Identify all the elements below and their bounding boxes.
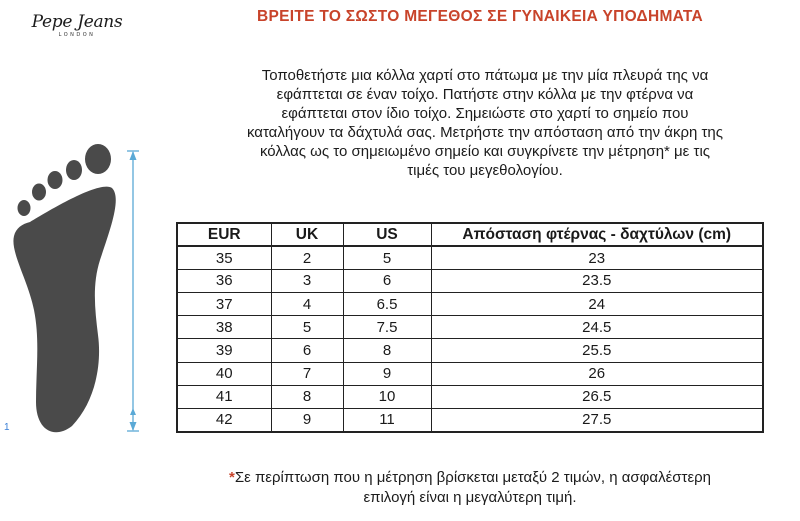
cell-distance: 24 — [431, 293, 763, 316]
cell-distance: 24.5 — [431, 316, 763, 339]
big-toe-icon — [85, 144, 111, 174]
table-row — [177, 246, 763, 269]
cell-uk: 8 — [271, 385, 343, 408]
size-table — [176, 222, 764, 433]
intro-line: εφάπτεται στον ίδιο τοίχο. Σημειώστε στο χαρτί το σημείο που — [281, 105, 689, 122]
cell-distance: 25.5 — [431, 339, 763, 362]
cell-distance: 26 — [431, 362, 763, 385]
header-us: US — [343, 223, 431, 246]
table-row — [177, 339, 763, 362]
intro-text — [185, 66, 785, 180]
brand-name: Pepe Jeans — [31, 12, 123, 32]
header-distance: Απόσταση φτέρνας - δαχτύλων (cm) — [431, 223, 763, 246]
arrow-up-icon — [130, 408, 136, 415]
cell-us: 10 — [343, 385, 431, 408]
cell-distance: 27.5 — [431, 409, 763, 432]
table-row — [177, 269, 763, 292]
toe-icon — [32, 184, 46, 201]
table-header-row — [177, 223, 763, 246]
cell-us: 6 — [343, 269, 431, 292]
intro-line: Τοποθετήστε μια κόλλα χαρτί στο πάτωμα με την μία πλευρά της να — [261, 67, 709, 84]
brand-sub: LONDON — [58, 32, 96, 38]
footnote-line — [160, 468, 780, 488]
cell-eur: 36 — [177, 269, 271, 292]
cell-eur: 40 — [177, 362, 271, 385]
cell-us: 7.5 — [343, 316, 431, 339]
cell-uk: 3 — [271, 269, 343, 292]
intro-line: κόλλας ως το σημειωμένο σημείο και συγκρίνετε την μέτρηση* με τις — [259, 143, 711, 160]
intro-line: καταλήγουν τα δάχτυλά σας. Μετρήστε την απόσταση από την άκρη της — [246, 124, 723, 141]
footnote-star: * — [228, 469, 235, 486]
intro-line: τιμές του μεγεθολογίου. — [407, 162, 563, 179]
table-row — [177, 316, 763, 339]
cell-distance: 23 — [431, 246, 763, 269]
footnote-text: Σε περίπτωση που η μέτρηση βρίσκεται μεταξύ 2 τιμών, η ασφαλέστερη — [234, 469, 712, 486]
foot-illustration — [0, 140, 160, 440]
intro-line: εφάπτεται σε έναν τοίχο. Πατήστε στην κόλλα με την φτέρνα να — [276, 86, 694, 103]
toe-icon — [48, 171, 63, 189]
footnote — [160, 468, 780, 508]
cell-distance: 23.5 — [431, 269, 763, 292]
cell-us: 5 — [343, 246, 431, 269]
arrow-up-icon — [130, 151, 137, 160]
cell-us: 8 — [343, 339, 431, 362]
table-row — [177, 385, 763, 408]
cell-us: 9 — [343, 362, 431, 385]
brand-logo — [22, 12, 132, 38]
cell-us: 11 — [343, 409, 431, 432]
toe-icon — [18, 200, 31, 216]
arrow-down-icon — [130, 422, 137, 431]
toe-icon — [66, 160, 82, 180]
cell-eur: 39 — [177, 339, 271, 362]
page-number: 1 — [4, 422, 10, 433]
cell-eur: 41 — [177, 385, 271, 408]
cell-us: 6.5 — [343, 293, 431, 316]
cell-uk: 6 — [271, 339, 343, 362]
cell-uk: 2 — [271, 246, 343, 269]
cell-uk: 5 — [271, 316, 343, 339]
header-uk: UK — [271, 223, 343, 246]
footnote-line: επιλογή είναι η μεγαλύτερη τιμή. — [363, 489, 577, 506]
cell-uk: 9 — [271, 409, 343, 432]
cell-uk: 4 — [271, 293, 343, 316]
cell-eur: 38 — [177, 316, 271, 339]
table-row — [177, 362, 763, 385]
cell-eur: 37 — [177, 293, 271, 316]
cell-uk: 7 — [271, 362, 343, 385]
header-eur: EUR — [177, 223, 271, 246]
cell-distance: 26.5 — [431, 385, 763, 408]
foot-icon — [0, 140, 160, 440]
table-row — [177, 409, 763, 432]
table-row — [177, 293, 763, 316]
page-title: ΒΡΕΙΤΕ ΤΟ ΣΩΣΤΟ ΜΕΓΕΘΟΣ ΣΕ ΓΥΝΑΙΚΕΙΑ ΥΠΟΔΗΜΑΤΑ — [256, 8, 704, 25]
sole-icon — [13, 187, 115, 433]
cell-eur: 42 — [177, 409, 271, 432]
cell-eur: 35 — [177, 246, 271, 269]
